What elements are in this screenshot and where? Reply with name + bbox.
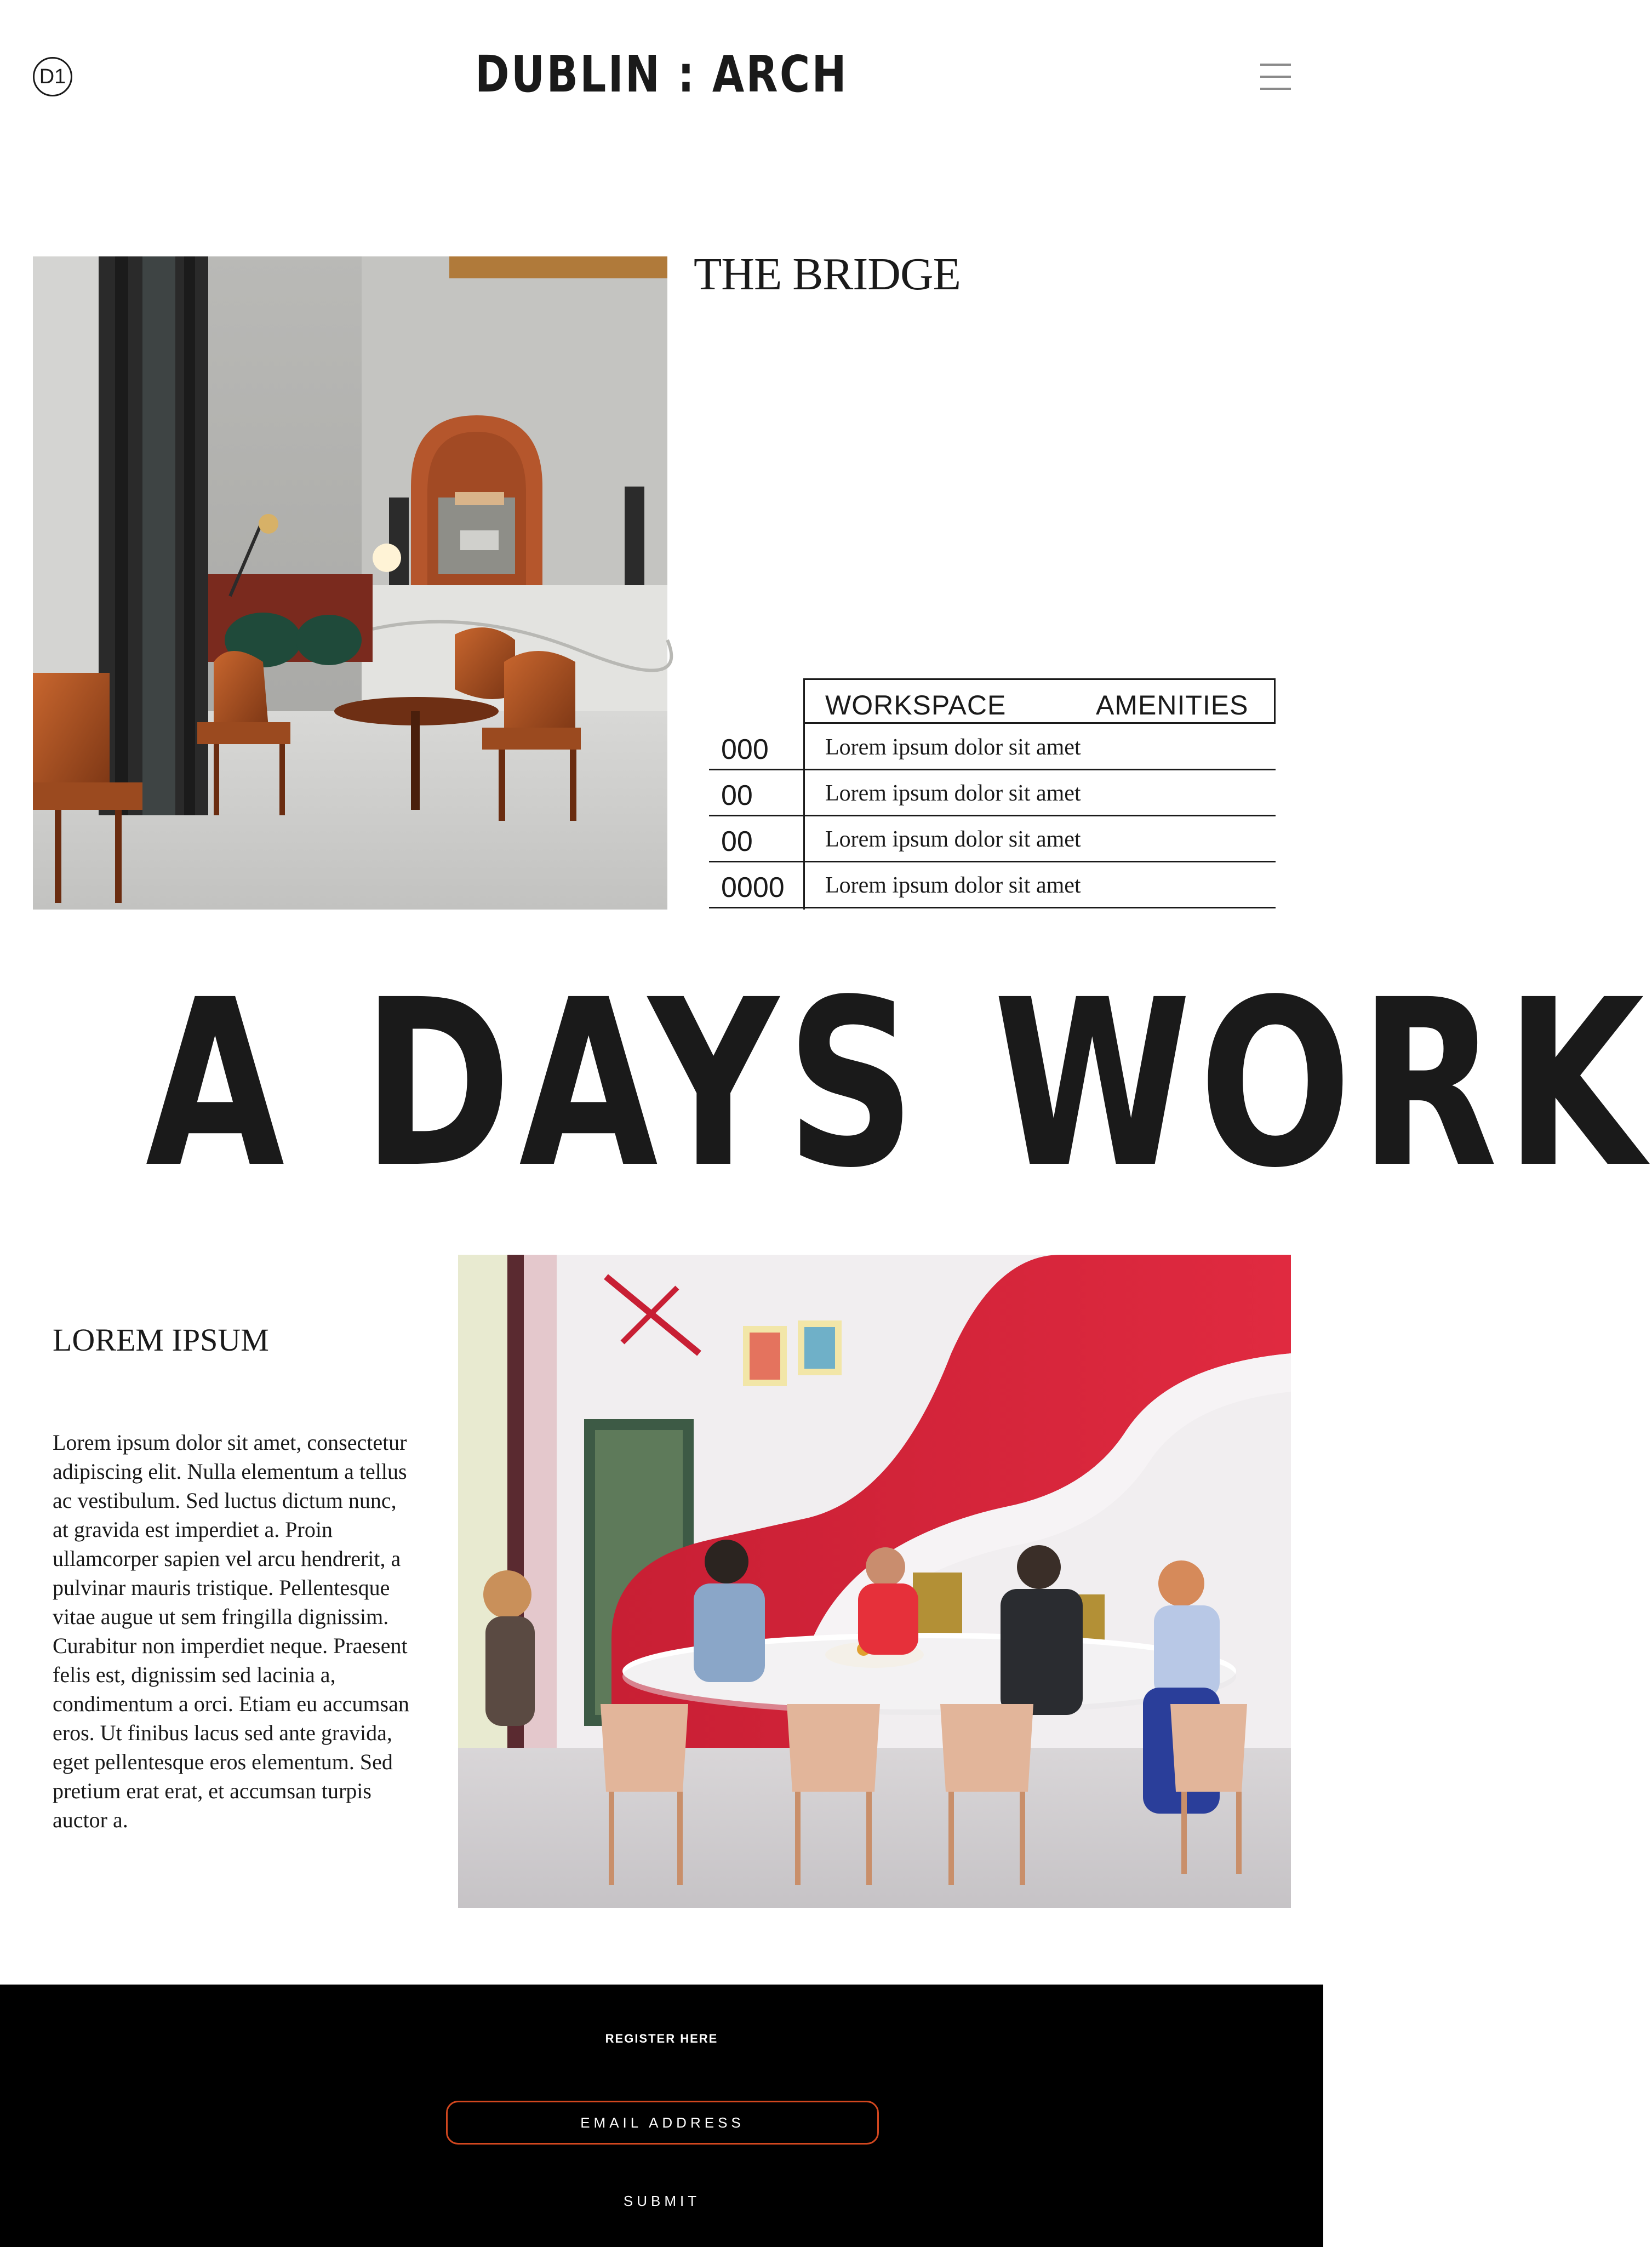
table-row: [709, 724, 1276, 770]
table-row: [709, 770, 1276, 816]
table-rule: [803, 678, 1276, 680]
table-row: [709, 862, 1276, 908]
row-label: Lorem ipsum dolor sit amet: [825, 781, 1081, 806]
section-body-text: Lorem ipsum dolor sit amet, consectetur adipiscing elit. Nulla elementum a tellus ac vestibulum. Sed luctus dictum nunc, at gravida est imperdiet a. Proin ullamcorper sapien vel arcu hendrerit, a pulvinar mauris tristique. Pellentesque vitae augue ut sem fringilla dignissim. Curabitur non imperdiet neque. Praesent felis est, dignissim sed lacinia a, condimentum a orci. Etiam eu accumsan eros. Ut finibus lacus sed ante gravida, eget pellentesque eros elementum. Sed pretium erat erat, et accumsan turpis auctor a.: [53, 1430, 409, 1832]
hero-headline: A DAYS WORK: [145, 951, 1652, 1219]
section-title-the-bridge: THE BRIDGE: [694, 249, 961, 300]
footer-register: [0, 1985, 1323, 2247]
table-header-workspace: WORKSPACE: [825, 690, 1007, 721]
logo-badge[interactable]: D1: [33, 57, 72, 96]
row-value: 0000: [721, 872, 785, 904]
row-label: Lorem ipsum dolor sit amet: [825, 735, 1081, 760]
site-title[interactable]: DUBLIN : ARCH: [475, 45, 848, 104]
section-title-lorem-ipsum: LOREM IPSUM: [53, 1322, 269, 1358]
row-label: Lorem ipsum dolor sit amet: [825, 827, 1081, 852]
table-header-amenities: AMENITIES: [1096, 690, 1249, 721]
submit-button[interactable]: SUBMIT: [565, 2186, 758, 2216]
row-value: 00: [721, 780, 753, 811]
meeting-room-photo: [458, 1255, 1291, 1908]
cafe-interior-photo: [33, 256, 667, 910]
table-row: [709, 816, 1276, 862]
details-table: [709, 678, 1276, 910]
register-label: REGISTER HERE: [605, 2032, 718, 2045]
table-rule: [803, 722, 1276, 724]
hamburger-menu-icon[interactable]: [1260, 64, 1291, 90]
row-value: 00: [721, 826, 753, 857]
row-label: Lorem ipsum dolor sit amet: [825, 873, 1081, 898]
email-input[interactable]: [446, 2101, 879, 2145]
table-rule: [1274, 678, 1276, 723]
row-value: 000: [721, 734, 769, 765]
